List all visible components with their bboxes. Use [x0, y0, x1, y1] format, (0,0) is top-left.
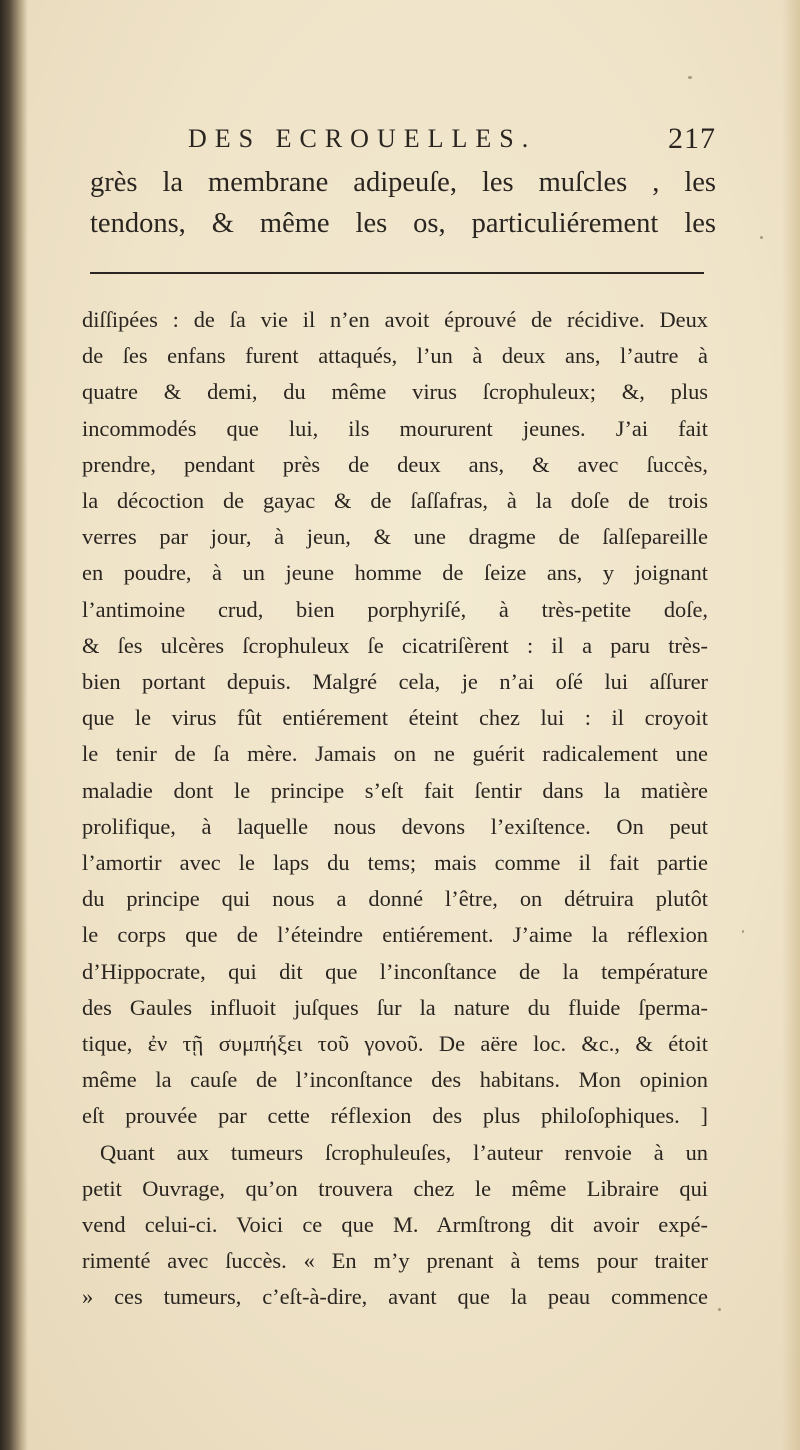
paper-speck: [760, 236, 763, 239]
footnote-line: quatre & demi, du même virus ſcrophuleux; &, plus: [82, 379, 708, 405]
footnote-line: le tenir de ſa mère. Jamais on ne guérit radicalement une: [82, 741, 708, 767]
footnote-line: même la cauſe de l’inconſtance des habitans. Mon opinion: [82, 1067, 708, 1093]
footnote-line: prendre, pendant près de deux ans, & avec ſuccès,: [82, 451, 708, 477]
footnote-line: Quant aux tumeurs ſcrophuleuſes, l’auteur renvoie à un: [100, 1139, 708, 1165]
footnote-line: maladie dont le principe s’eſt fait ſentir dans la matière: [82, 777, 708, 803]
main-text-line: tendons, & même les os, particuliérement les: [90, 208, 716, 239]
footnote-line: verres par jour, à jeun, & une dragme de ſalſepareille: [82, 524, 708, 550]
footnote-line: eſt prouvée par cette réflexion des plus philoſophiques. ]: [82, 1103, 708, 1129]
footnote-line: que le virus fût entiérement éteint chez lui : il croyoit: [82, 705, 708, 731]
running-header: [160, 118, 716, 158]
footnote-line: bien portant depuis. Malgré cela, je n’ai oſé lui aſſurer: [82, 669, 708, 695]
footnote-line: en poudre, à un jeune homme de ſeize ans, y joignant: [82, 560, 708, 586]
footnote-block: [82, 302, 708, 1316]
paper-speck: [742, 930, 744, 933]
footnote-line: d’Hippocrate, qui dit que l’inconſtance de la température: [82, 958, 708, 984]
footnote-line: du principe qui nous a donné l’être, on détruira plutôt: [82, 886, 708, 912]
footnote-line: l’antimoine crud, bien porphyriſé, à très-petite doſe,: [82, 596, 708, 622]
footnote-line: tique, ἐν τῇ συμπήξει τοῦ γονοῦ. De aëre loc. &c., & étoit: [82, 1031, 708, 1057]
footnote-line: le corps que de l’éteindre entiérement. J’aime la réflexion: [82, 922, 708, 948]
page-edge-shadow: [782, 0, 800, 1450]
footnote-line: incommodés que lui, ils moururent jeunes. J’ai fait: [82, 415, 708, 441]
footnote-line: petit Ouvrage, qu’on trouvera chez le même Libraire qui: [82, 1175, 708, 1201]
footnote-line: prolifique, à laquelle nous devons l’exiſtence. On peut: [82, 813, 708, 839]
main-text-block: [90, 162, 716, 244]
footnote-line: la décoction de gayac & de ſaſſafras, à la doſe de trois: [82, 488, 708, 514]
footnote-line: de ſes enfans furent attaqués, l’un à deux ans, l’autre à: [82, 343, 708, 369]
book-binding-shadow: [0, 0, 28, 1450]
page-number: 217: [668, 122, 716, 155]
footnote-line: » ces tumeurs, c’eſt-à-dire, avant que la peau commence: [82, 1284, 708, 1310]
footnote-line: rimenté avec ſuccès. « En m’y prenant à tems pour traiter: [82, 1248, 708, 1274]
paper-speck: [718, 1308, 721, 1311]
footnote-line: diſſipées : de ſa vie il n’en avoit éprouvé de récidive. Deux: [82, 307, 708, 332]
footnote-line: vend celui-ci. Voici ce que M. Armſtrong dit avoir expé-: [82, 1212, 708, 1238]
footnote-line: des Gaules influoit juſques ſur la nature du fluide ſperma-: [82, 994, 708, 1020]
footnote-line: l’amortir avec le laps du tems; mais comme il fait partie: [82, 850, 708, 876]
paper-speck: [688, 76, 692, 79]
running-title: DES ECROUELLES.: [188, 124, 537, 153]
main-text-line: grès la membrane adipeuſe, les muſcles , les: [90, 167, 716, 198]
footnote-line: & ſes ulcères ſcrophuleux ſe cicatriſèrent : il a paru très-: [82, 632, 708, 658]
footnote-separator-rule: [90, 272, 704, 274]
